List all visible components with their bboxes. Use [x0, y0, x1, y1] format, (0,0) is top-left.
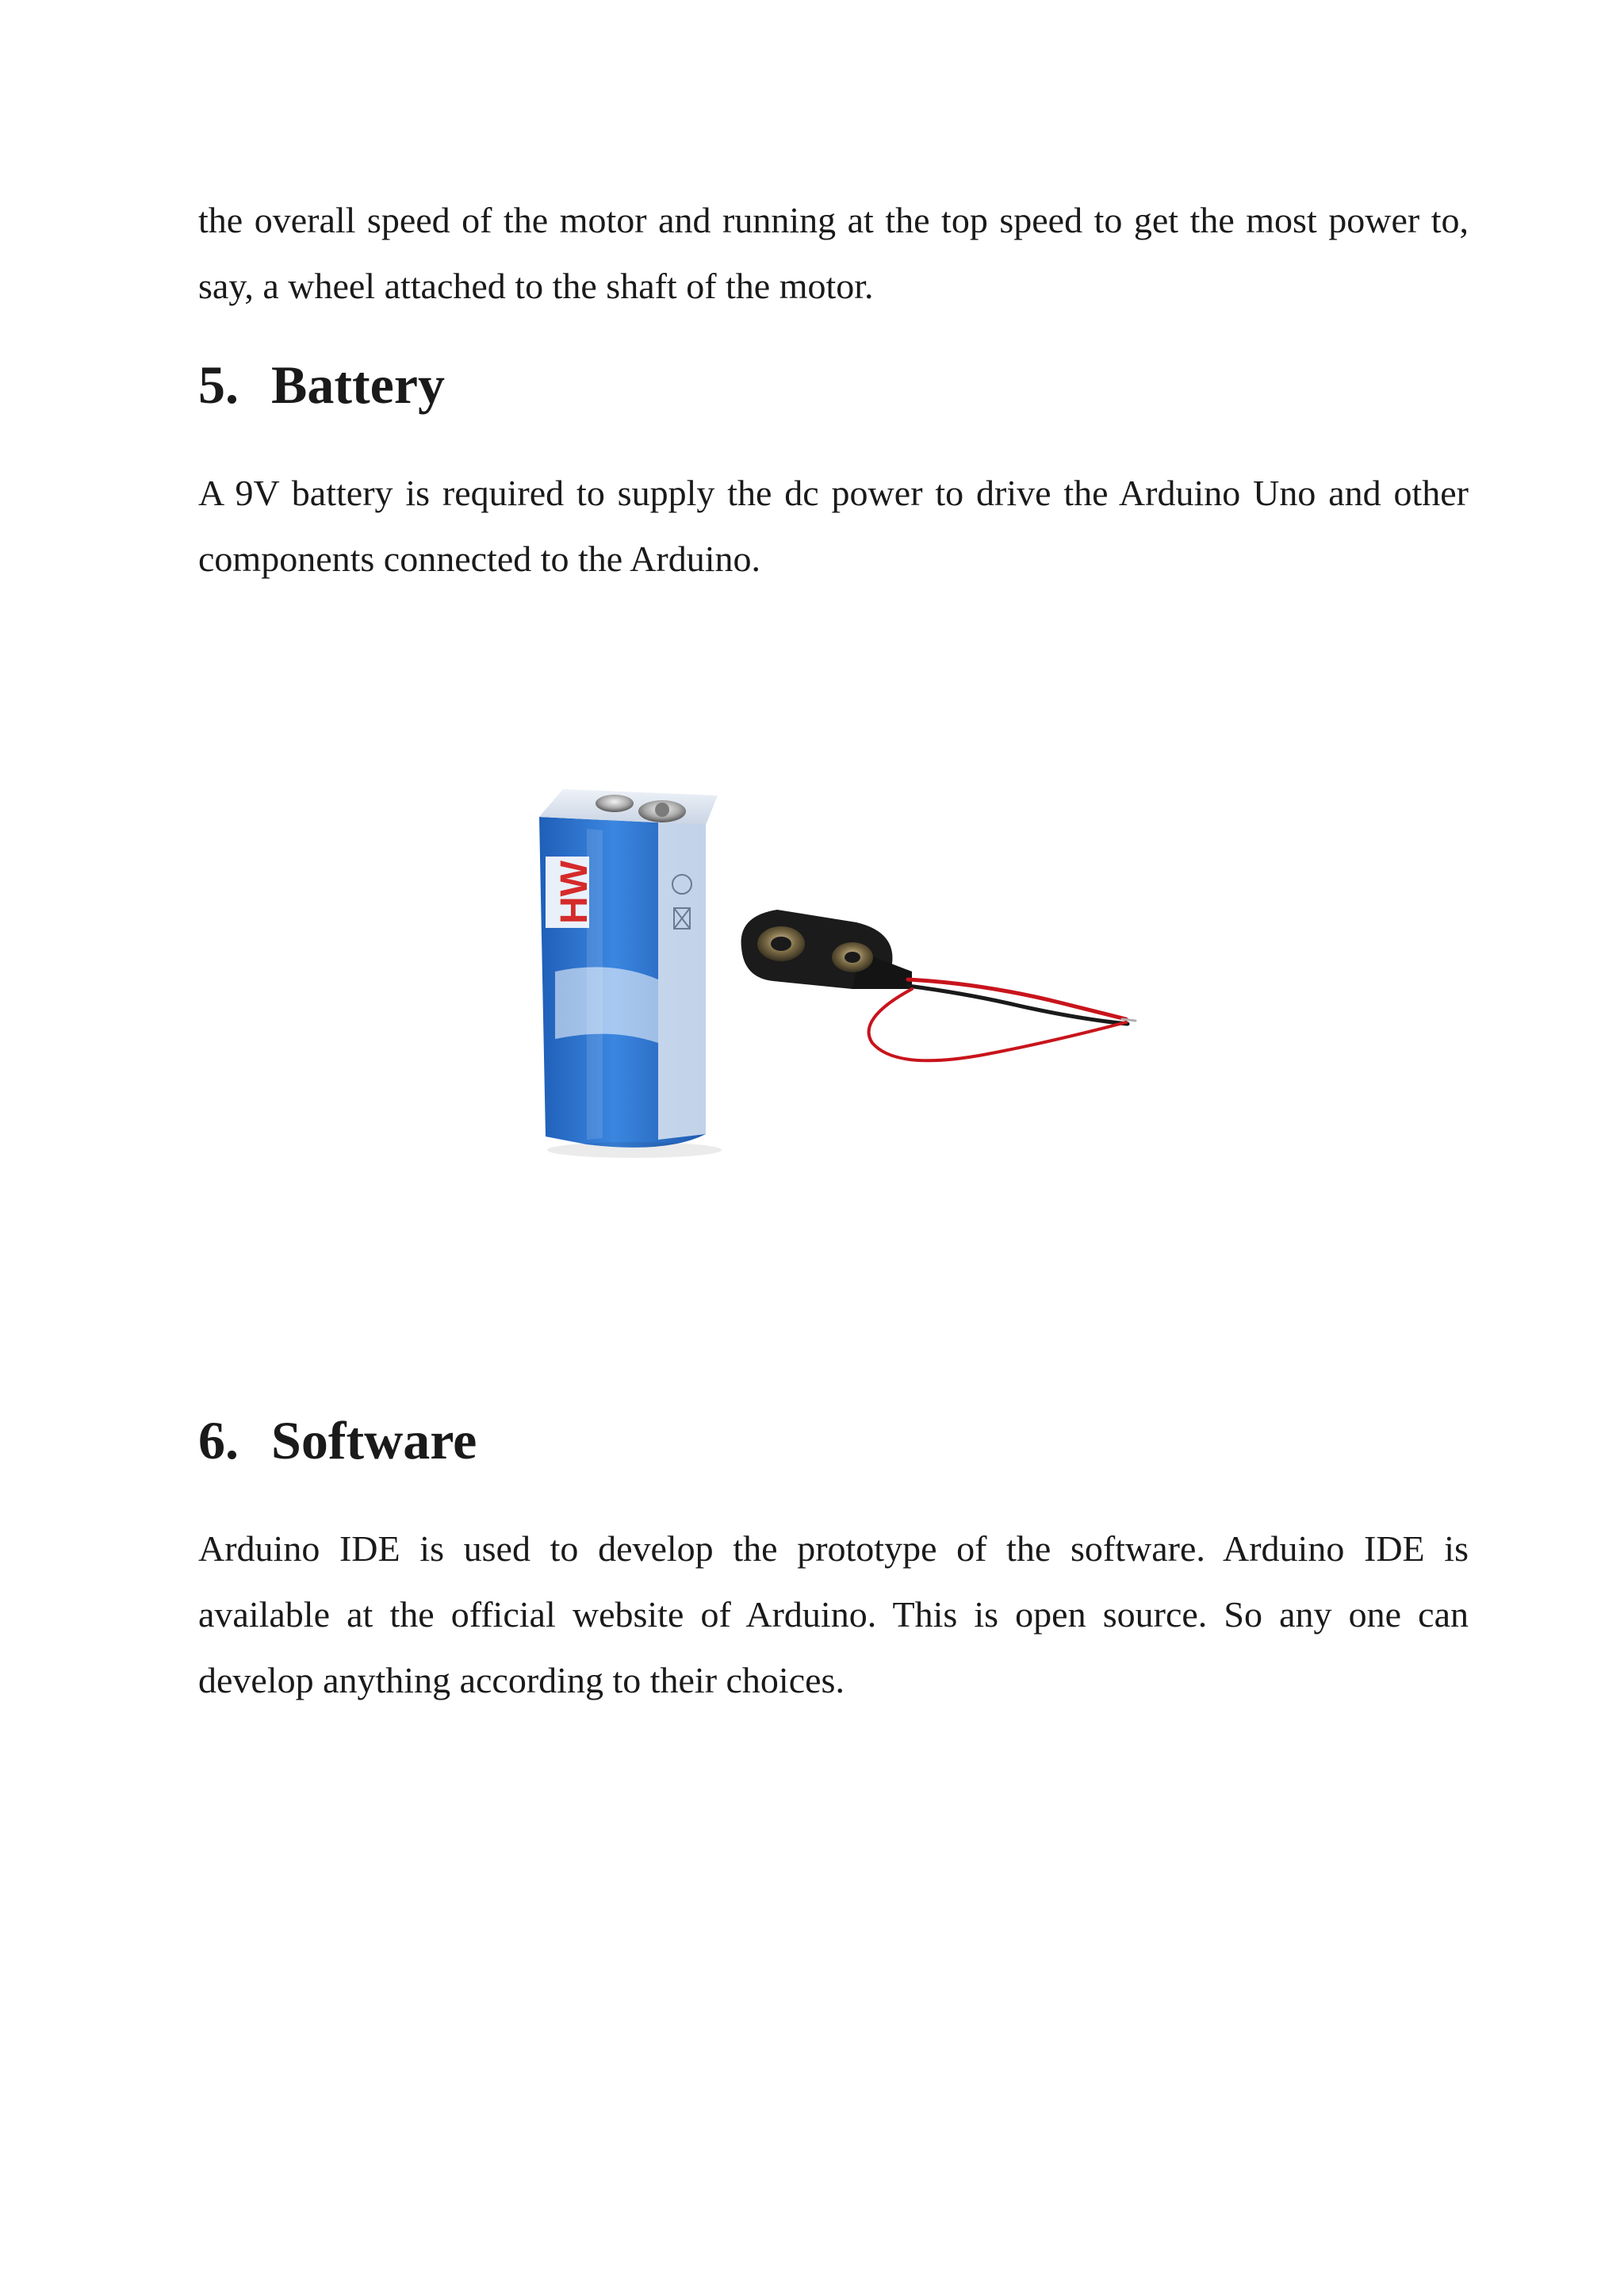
- battery-heading-number: 5.: [198, 355, 239, 415]
- software-heading: [198, 1409, 477, 1472]
- brand-mark-text: HW: [553, 861, 596, 924]
- software-heading-title: Software: [271, 1410, 477, 1470]
- battery-heading-title: Battery: [271, 355, 446, 415]
- intro-paragraph: the overall speed of the motor and running at the top speed to get the most power to, say, a wheel attached to the shaft of the motor.: [198, 200, 1469, 306]
- battery-paragraph: A 9V battery is required to supply the dc power to drive the Arduino Uno and other components connected to the Arduino.: [198, 473, 1469, 579]
- connector-wires: [869, 979, 1136, 1060]
- battery-figure: [539, 781, 1142, 1162]
- battery-photo: [539, 781, 1142, 1162]
- battery-heading: [198, 353, 445, 416]
- software-heading-number: 6.: [198, 1410, 239, 1470]
- battery-snap-connector: [741, 910, 912, 989]
- software-paragraph: Arduino IDE is used to develop the prototype of the software. Arduino IDE is available at the official website of Arduino. This is open source. So any one can develop anything according to their choices.: [198, 1528, 1469, 1700]
- battery-9v: [539, 789, 718, 1148]
